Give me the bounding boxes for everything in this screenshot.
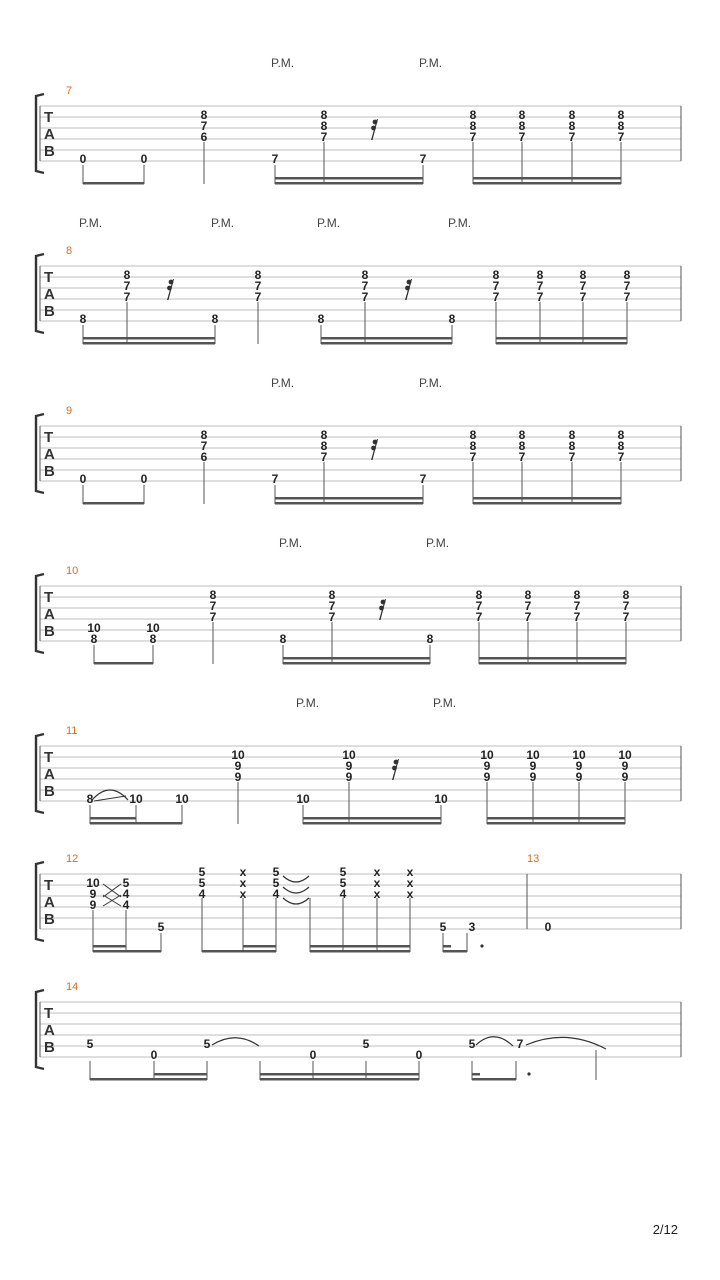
palm-mute-label: P.M.: [79, 216, 103, 230]
tab-note: 8: [573, 588, 581, 602]
tab-note: 5: [198, 865, 206, 879]
tab-note: 9: [621, 759, 629, 773]
tab-note: 7: [623, 290, 631, 304]
tab-note: 8: [361, 268, 369, 282]
tab-note: 8: [518, 119, 526, 133]
tab-note: 5: [468, 1037, 476, 1051]
tab-note: 0: [140, 472, 148, 486]
svg-text:A: A: [44, 606, 55, 623]
tab-note: 10: [86, 876, 100, 890]
tab-note: 7: [328, 599, 336, 613]
staff-lines: [40, 426, 681, 481]
tab-note: x: [373, 865, 381, 879]
tab-note: 5: [122, 876, 130, 890]
tab-note: 0: [415, 1048, 423, 1062]
tab-note: 7: [568, 130, 576, 144]
tab-note: 8: [469, 428, 477, 442]
tab-note: 10: [526, 748, 540, 762]
tab-note: 8: [317, 312, 325, 326]
tab-note: 10: [175, 792, 189, 806]
measure-number: 11: [66, 725, 78, 737]
dot: [527, 1072, 530, 1075]
beams: [93, 945, 467, 953]
staff-lines: [40, 874, 681, 929]
tab-note: 0: [79, 472, 87, 486]
tab-note: 8: [568, 108, 576, 122]
svg-text:B: B: [44, 303, 55, 320]
tab-note: 8: [328, 588, 336, 602]
tab-note: 6: [200, 130, 208, 144]
tab-note: 0: [309, 1048, 317, 1062]
tab-note: x: [373, 876, 381, 890]
tab-note: 9: [89, 887, 97, 901]
tab-note: 7: [622, 610, 630, 624]
tab-note: 10: [572, 748, 586, 762]
tab-note: 7: [123, 290, 131, 304]
tab-note: x: [239, 887, 247, 901]
sixteenth-rest: [371, 119, 378, 140]
tab-note: 7: [419, 472, 427, 486]
tab-note: 8: [492, 268, 500, 282]
tab-note: 8: [475, 588, 483, 602]
stems: [93, 898, 467, 952]
tab-note: 8: [623, 268, 631, 282]
tab-note: x: [406, 876, 414, 890]
tab-note: 4: [122, 898, 130, 912]
tab-note: 5: [203, 1037, 211, 1051]
svg-text:B: B: [44, 1039, 55, 1056]
tab-note: 8: [79, 312, 87, 326]
tab-note: 5: [339, 865, 347, 879]
tab-note: x: [406, 887, 414, 901]
tab-note: 7: [622, 599, 630, 613]
tab-note: 10: [434, 792, 448, 806]
tab-note: 7: [568, 450, 576, 464]
tab-note: 8: [86, 792, 94, 806]
tab-note: 7: [518, 130, 526, 144]
tab-note: 8: [518, 108, 526, 122]
tab-note: 8: [579, 268, 587, 282]
tab-note: 7: [579, 279, 587, 293]
page-number: 2/12: [652, 1222, 678, 1237]
tab-note: 5: [272, 876, 280, 890]
tab-note: 4: [122, 887, 130, 901]
tab-notes: [87, 1037, 524, 1062]
palm-mute-label: P.M.: [448, 216, 472, 230]
tab-note: 7: [617, 450, 625, 464]
tab-note: 7: [623, 279, 631, 293]
palm-mute-label: P.M.: [296, 696, 320, 710]
tab-note: 7: [579, 290, 587, 304]
tab-note: 7: [516, 1037, 524, 1051]
svg-text:T: T: [44, 749, 54, 766]
tab-note: 8: [426, 632, 434, 646]
tab-note: 8: [149, 632, 157, 646]
measure-number: 10: [66, 565, 79, 577]
svg-text:T: T: [44, 429, 54, 446]
tab-note: 9: [575, 770, 583, 784]
tab-note: 8: [469, 108, 477, 122]
tab-note: 7: [200, 439, 208, 453]
tab-note: 9: [345, 759, 353, 773]
svg-text:B: B: [44, 783, 55, 800]
beams: [83, 337, 627, 345]
tab-note: 8: [518, 428, 526, 442]
tab-note: 7: [469, 450, 477, 464]
measure-number: 13: [527, 853, 540, 865]
tab-note: 7: [271, 152, 279, 166]
svg-text:T: T: [44, 589, 54, 606]
sixteenth-rest: [379, 599, 386, 620]
palm-mute-label: P.M.: [271, 56, 295, 70]
tab-note: 8: [279, 632, 287, 646]
tab-note: 8: [568, 428, 576, 442]
tab-note: 7: [254, 290, 262, 304]
sixteenth-rest: [371, 439, 378, 460]
tab-system: [36, 853, 681, 953]
tab-note: 8: [254, 268, 262, 282]
tab-note: 10: [480, 748, 494, 762]
svg-text:T: T: [44, 877, 54, 894]
tab-note: 7: [361, 279, 369, 293]
tab-note: 5: [157, 920, 165, 934]
tab-note: 8: [568, 119, 576, 133]
tab-note: 9: [483, 770, 491, 784]
tab-note: 8: [123, 268, 131, 282]
tab-note: 9: [529, 759, 537, 773]
sixteenth-rest: [392, 759, 399, 780]
tab-note: 0: [544, 920, 552, 934]
tab-note: 7: [419, 152, 427, 166]
svg-text:B: B: [44, 463, 55, 480]
svg-text:A: A: [44, 446, 55, 463]
tab-note: 9: [234, 770, 242, 784]
tab-note: 7: [492, 290, 500, 304]
tab-note: 7: [475, 610, 483, 624]
tab-note: 8: [518, 439, 526, 453]
dot: [480, 944, 483, 947]
palm-mute-label: P.M.: [433, 696, 457, 710]
measure-number: 8: [66, 245, 73, 257]
tab-note: 5: [198, 876, 206, 890]
tab-system: [36, 696, 681, 825]
measure-number: 12: [66, 853, 79, 865]
tab-note: 8: [320, 439, 328, 453]
tab-note: 7: [573, 599, 581, 613]
tab-note: 8: [209, 588, 217, 602]
tab-note: 9: [575, 759, 583, 773]
svg-text:T: T: [44, 269, 54, 286]
palm-mute-label: P.M.: [279, 536, 303, 550]
tab-note: 7: [209, 599, 217, 613]
svg-text:A: A: [44, 766, 55, 783]
tab-note: 10: [342, 748, 356, 762]
tab-note: 9: [89, 898, 97, 912]
tab-note: 8: [320, 428, 328, 442]
tab-note: 8: [200, 108, 208, 122]
staff-lines: [40, 1002, 681, 1057]
tab-note: 8: [90, 632, 98, 646]
tab-note: x: [239, 865, 247, 879]
tab-note: 10: [129, 792, 143, 806]
tab-note: 9: [483, 759, 491, 773]
beams: [83, 177, 621, 185]
tab-system: [36, 981, 681, 1081]
tab-note: 7: [200, 119, 208, 133]
tab-note: x: [373, 887, 381, 901]
tab-note: 0: [140, 152, 148, 166]
tab-note: 7: [518, 450, 526, 464]
tab-system: [36, 376, 681, 505]
tab-note: x: [406, 865, 414, 879]
tab-note: 6: [200, 450, 208, 464]
tab-note: 7: [320, 130, 328, 144]
beams: [90, 817, 625, 825]
tab-note: 5: [86, 1037, 94, 1051]
tab-note: 7: [254, 279, 262, 293]
tab-note: 0: [79, 152, 87, 166]
palm-mute-label: P.M.: [317, 216, 341, 230]
tab-note: 7: [524, 610, 532, 624]
ties: [283, 876, 309, 904]
staff-lines: [40, 586, 681, 641]
svg-text:B: B: [44, 623, 55, 640]
tab-note: 8: [200, 428, 208, 442]
svg-text:A: A: [44, 1022, 55, 1039]
tab-note: x: [239, 876, 247, 890]
tab-note: 10: [231, 748, 245, 762]
tab-note: 8: [320, 108, 328, 122]
tab-system: [36, 56, 681, 185]
tab-note: 4: [272, 887, 280, 901]
measure-number: 14: [66, 981, 79, 993]
tab-note: 7: [469, 130, 477, 144]
tab-note: 4: [198, 887, 206, 901]
tab-note: 8: [617, 439, 625, 453]
tab-note: 9: [345, 770, 353, 784]
measure-number: 9: [66, 405, 73, 417]
slide-lines: [103, 884, 121, 906]
palm-mute-label: P.M.: [419, 376, 443, 390]
tab-note: 7: [328, 610, 336, 624]
tab-note: 8: [469, 439, 477, 453]
tab-note: 8: [211, 312, 219, 326]
tab-note: 8: [568, 439, 576, 453]
tab-note: 8: [320, 119, 328, 133]
svg-text:B: B: [44, 143, 55, 160]
palm-mute-label: P.M.: [419, 56, 443, 70]
tab-note: 7: [123, 279, 131, 293]
palm-mute-label: P.M.: [426, 536, 450, 550]
beams: [94, 657, 626, 665]
tab-note: 10: [146, 621, 160, 635]
tab-note: 8: [617, 428, 625, 442]
tab-note: 8: [617, 108, 625, 122]
tab-note: 3: [468, 920, 476, 934]
tab-note: 4: [339, 887, 347, 901]
svg-text:A: A: [44, 126, 55, 143]
tab-note: 7: [573, 610, 581, 624]
svg-text:A: A: [44, 286, 55, 303]
palm-mute-label: P.M.: [211, 216, 235, 230]
tab-note: 10: [618, 748, 632, 762]
tab-note: 7: [617, 130, 625, 144]
tab-note: 5: [362, 1037, 370, 1051]
svg-text:A: A: [44, 894, 55, 911]
tab-note: 7: [536, 290, 544, 304]
tab-system: [36, 216, 681, 345]
tab-notes: [86, 865, 551, 934]
sixteenth-rest: [405, 279, 412, 300]
slide-line: [94, 796, 126, 801]
tab-note: 5: [439, 920, 447, 934]
staff-lines: [40, 106, 681, 161]
tab-note: 8: [622, 588, 630, 602]
tab-note: 8: [448, 312, 456, 326]
tab-note: 10: [87, 621, 101, 635]
tab-note: 7: [492, 279, 500, 293]
palm-mute-label: P.M.: [271, 376, 295, 390]
svg-text:B: B: [44, 911, 55, 928]
tab-note: 7: [320, 450, 328, 464]
tab-note: 5: [339, 876, 347, 890]
tab-note: 10: [296, 792, 310, 806]
measure-number: 7: [66, 85, 73, 97]
beams: [83, 497, 621, 505]
tab-note: 9: [529, 770, 537, 784]
tab-note: 5: [272, 865, 280, 879]
tab-note: 0: [150, 1048, 158, 1062]
svg-text:T: T: [44, 1005, 54, 1022]
tab-note: 9: [621, 770, 629, 784]
tab-note: 7: [524, 599, 532, 613]
svg-text:T: T: [44, 109, 54, 126]
ties: [212, 1037, 606, 1049]
tab-note: 7: [209, 610, 217, 624]
tab-note: 7: [361, 290, 369, 304]
tab-system: [36, 536, 681, 665]
sixteenth-rest: [167, 279, 174, 300]
tab-note: 7: [536, 279, 544, 293]
tab-note: 9: [234, 759, 242, 773]
tab-note: 7: [271, 472, 279, 486]
tab-note: 8: [617, 119, 625, 133]
tab-note: 8: [524, 588, 532, 602]
tab-note: 8: [469, 119, 477, 133]
tab-note: 8: [536, 268, 544, 282]
tab-note: 7: [475, 599, 483, 613]
